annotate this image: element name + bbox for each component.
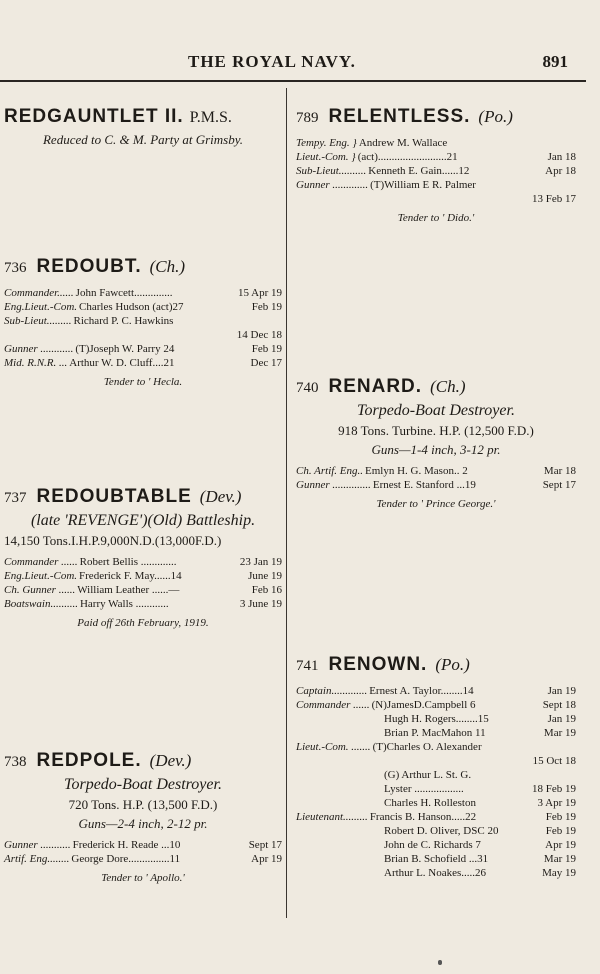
officer-date: 15 Apr 19 xyxy=(238,287,282,299)
officer-rank: Gunner ............ xyxy=(4,343,74,355)
tender-note: Paid off 26th February, 1919. xyxy=(77,617,209,629)
officer-date: June 19 xyxy=(248,570,282,582)
officer-date: Feb 19 xyxy=(251,301,282,313)
entry-renard xyxy=(296,374,576,510)
ship-name: REDOUBT. xyxy=(36,256,142,277)
ship-number: 736 xyxy=(4,260,27,276)
ship-number: 740 xyxy=(296,380,319,396)
officer-row xyxy=(296,136,576,150)
officer-row xyxy=(296,178,576,192)
officer-row xyxy=(296,810,576,824)
officer-rank: Lieutenant......... xyxy=(296,811,368,823)
officer-rank: Lieut.-Com. ....... xyxy=(296,741,371,753)
officer-row xyxy=(296,852,576,866)
officer-date: Jan 19 xyxy=(547,685,576,697)
officer-rank: Commander ...... xyxy=(296,699,370,711)
ship-class: (Dev.) xyxy=(199,487,242,506)
officer-date: 15 Oct 18 xyxy=(532,755,576,767)
officer-row xyxy=(296,698,576,712)
tender-note: Tender to ' Dido.' xyxy=(397,212,475,224)
officer-row xyxy=(296,796,576,810)
officer-date: Sept 17 xyxy=(542,479,576,491)
officer-name: (T)Joseph W. Parry 24 xyxy=(75,343,175,355)
officer-date: Feb 19 xyxy=(251,343,282,355)
officer-rank: Captain............. xyxy=(296,685,368,697)
ship-class: (Ch.) xyxy=(149,257,186,276)
tender-note: Tender to ' Prince George.' xyxy=(376,498,496,510)
tender-note: Tender to ' Apollo.' xyxy=(101,872,185,884)
officer-name: John de C. Richards 7 xyxy=(384,839,481,851)
officer-name: Emlyn H. G. Mason.. 2 xyxy=(365,465,468,477)
officer-list xyxy=(4,555,282,611)
officer-row xyxy=(296,192,576,206)
ship-class: (Ch.) xyxy=(430,377,466,396)
officer-rank: Boatswain.......... xyxy=(4,598,78,610)
ship-class: (Po.) xyxy=(435,655,470,674)
officer-row xyxy=(4,569,282,583)
officer-date: Sept 18 xyxy=(542,699,576,711)
officer-row xyxy=(4,597,282,611)
officer-date: Feb 19 xyxy=(545,825,576,837)
page-number: 891 xyxy=(542,52,568,71)
header-rule xyxy=(0,80,586,82)
officer-list xyxy=(296,684,576,880)
entry-relentless xyxy=(296,104,576,224)
officer-row xyxy=(4,356,282,370)
officer-name: George Dore...............11 xyxy=(71,853,181,865)
entry-redgauntlet xyxy=(4,104,282,148)
officer-rank: Lieut.-Com. } xyxy=(296,151,356,163)
officer-name: (act).........................21 xyxy=(357,151,458,163)
officer-row xyxy=(296,754,576,768)
officer-rank: Ch. Artif. Eng.. xyxy=(296,465,364,477)
ship-number: 738 xyxy=(4,754,27,770)
officer-date: Mar 18 xyxy=(543,465,576,477)
ship-spec: 720 Tons. H.P. (13,500 F.D.) xyxy=(68,797,218,812)
ship-number: 789 xyxy=(296,110,319,126)
officer-date: Apr 19 xyxy=(545,839,576,851)
officer-name: Robert Bellis ............. xyxy=(79,556,177,568)
officer-rank: Sub-Lieut......... xyxy=(4,315,72,327)
ship-class: (Po.) xyxy=(478,107,513,126)
ship-name: REDOUBTABLE xyxy=(36,486,192,507)
officer-name: Robert D. Oliver, DSC 20 xyxy=(384,825,499,837)
ship-type: Torpedo-Boat Destroyer. xyxy=(64,776,222,793)
ship-number: 737 xyxy=(4,490,27,506)
entry-redoubt xyxy=(4,254,282,388)
officer-date: 14 Dec 18 xyxy=(236,329,282,341)
officer-name: Brian P. MacMahon 11 xyxy=(384,727,486,739)
officer-date: Sept 17 xyxy=(248,839,282,851)
officer-name: Hugh H. Rogers........15 xyxy=(384,713,489,725)
officer-name: Frederick F. May......14 xyxy=(79,570,182,582)
officer-list xyxy=(296,464,576,492)
ship-guns: Guns—2-4 inch, 2-12 pr. xyxy=(78,816,208,831)
officer-row xyxy=(4,583,282,597)
officer-rank: Artif. Eng........ xyxy=(4,853,70,865)
ship-name: RENARD. xyxy=(328,376,423,397)
ship-note: Reduced to C. & M. Party at Grimsby. xyxy=(42,132,244,147)
ship-guns: Guns—1-4 inch, 3-12 pr. xyxy=(371,442,501,457)
officer-row xyxy=(4,328,282,342)
officer-rank: Mid. R.N.R. ... xyxy=(4,357,68,369)
officer-name: John Fawcett.............. xyxy=(75,287,173,299)
officer-rank: Eng.Lieut.-Com. xyxy=(4,301,78,313)
officer-date: May 19 xyxy=(542,867,576,879)
ship-spec: 14,150 Tons.I.H.P.9,000N.D.(13,000F.D.) xyxy=(4,533,222,548)
officer-row xyxy=(296,838,576,852)
officer-rank: Commander...... xyxy=(4,287,74,299)
officer-rank: Eng.Lieut.-Com. xyxy=(4,570,78,582)
officer-date: Jan 19 xyxy=(547,713,576,725)
officer-row xyxy=(4,342,282,356)
officer-name: Frederick H. Reade ...10 xyxy=(72,839,181,851)
officer-name: William Leather ......— xyxy=(77,584,180,596)
officer-row xyxy=(296,866,576,880)
entry-renown xyxy=(296,652,576,880)
ship-number: 741 xyxy=(296,658,319,674)
officer-row xyxy=(4,838,282,852)
officer-name: Kenneth E. Gain......12 xyxy=(368,165,470,177)
officer-row xyxy=(296,164,576,178)
officer-date: 23 Jan 19 xyxy=(239,556,282,568)
ink-speck xyxy=(438,960,442,965)
officer-row xyxy=(4,314,282,328)
officer-name: Charles Hudson (act)27 xyxy=(79,301,184,313)
officer-row xyxy=(296,782,576,796)
officer-rank: Gunner ........... xyxy=(4,839,71,851)
officer-row xyxy=(4,852,282,866)
officer-date: 3 June 19 xyxy=(239,598,282,610)
officer-row xyxy=(4,555,282,569)
ship-name: REDPOLE. xyxy=(36,750,142,771)
ship-name: RENOWN. xyxy=(328,654,428,675)
officer-name: Ernest E. Stanford ...19 xyxy=(372,479,476,491)
officer-date: Apr 19 xyxy=(251,853,282,865)
officer-row xyxy=(296,478,576,492)
ship-suffix: P.M.S. xyxy=(189,109,232,126)
officer-date: 13 Feb 17 xyxy=(532,193,576,205)
officer-name: (G) Arthur L. St. G. xyxy=(384,769,472,781)
officer-rank: Tempy. Eng. } xyxy=(296,137,357,149)
officer-list xyxy=(296,136,576,206)
ship-name: REDGAUNTLET II. xyxy=(4,106,184,127)
officer-name: Lyster .................. xyxy=(384,783,464,795)
officer-name: Arthur W. D. Cluff....21 xyxy=(69,357,175,369)
ship-spec: 918 Tons. Turbine. H.P. (12,500 F.D.) xyxy=(338,423,534,438)
officer-name: Brian B. Schofield ...31 xyxy=(384,853,489,865)
officer-name: (T)Charles O. Alexander xyxy=(372,741,482,753)
officer-row xyxy=(296,824,576,838)
officer-date: Feb 16 xyxy=(251,584,282,596)
officer-row xyxy=(296,150,576,164)
officer-row xyxy=(296,768,576,782)
tender-note: Tender to ' Hecla. xyxy=(103,376,183,388)
entry-redoubtable xyxy=(4,484,282,629)
officer-date: Mar 19 xyxy=(543,727,576,739)
officer-name: (T)William E R. Palmer xyxy=(370,179,476,191)
page-header xyxy=(0,52,600,78)
ship-type: (late 'REVENGE')(Old) Battleship. xyxy=(30,512,256,529)
officer-row xyxy=(296,726,576,740)
officer-name: Francis B. Hanson.....22 xyxy=(369,811,477,823)
officer-name: Ernest A. Taylor........14 xyxy=(369,685,474,697)
officer-date: Mar 19 xyxy=(543,853,576,865)
officer-name: Arthur L. Noakes.....26 xyxy=(384,867,487,879)
officer-date: 18 Feb 19 xyxy=(532,783,576,795)
officer-name: Andrew M. Wallace xyxy=(358,137,448,149)
officer-row xyxy=(296,684,576,698)
officer-rank: Ch. Gunner ...... xyxy=(4,584,76,596)
officer-name: Charles H. Rolleston xyxy=(384,797,476,809)
ship-name: RELENTLESS. xyxy=(328,106,471,127)
officer-rank: Gunner ............. xyxy=(296,179,369,191)
officer-date: Feb 19 xyxy=(545,811,576,823)
officer-row xyxy=(4,286,282,300)
officer-name: Richard P. C. Hawkins xyxy=(73,315,174,327)
officer-rank: Sub-Lieut.......... xyxy=(296,165,367,177)
officer-date: Apr 18 xyxy=(545,165,576,177)
entry-redpole xyxy=(4,748,282,884)
officer-name: Harry Walls ............ xyxy=(79,598,169,610)
running-title: THE ROYAL NAVY. xyxy=(188,52,356,71)
officer-row xyxy=(4,300,282,314)
officer-name: (N)JamesD.Campbell 6 xyxy=(371,699,476,711)
ship-class: (Dev.) xyxy=(149,751,192,770)
ship-type: Torpedo-Boat Destroyer. xyxy=(357,402,515,419)
officer-rank: Gunner .............. xyxy=(296,479,371,491)
officer-date: Dec 17 xyxy=(250,357,282,369)
officer-row xyxy=(296,740,576,754)
officer-list xyxy=(4,286,282,370)
officer-row xyxy=(296,464,576,478)
officer-date: 3 Apr 19 xyxy=(537,797,576,809)
officer-date: Jan 18 xyxy=(547,151,576,163)
officer-list xyxy=(4,838,282,866)
officer-rank: Commander ...... xyxy=(4,556,78,568)
column-divider xyxy=(286,88,287,918)
officer-row xyxy=(296,712,576,726)
